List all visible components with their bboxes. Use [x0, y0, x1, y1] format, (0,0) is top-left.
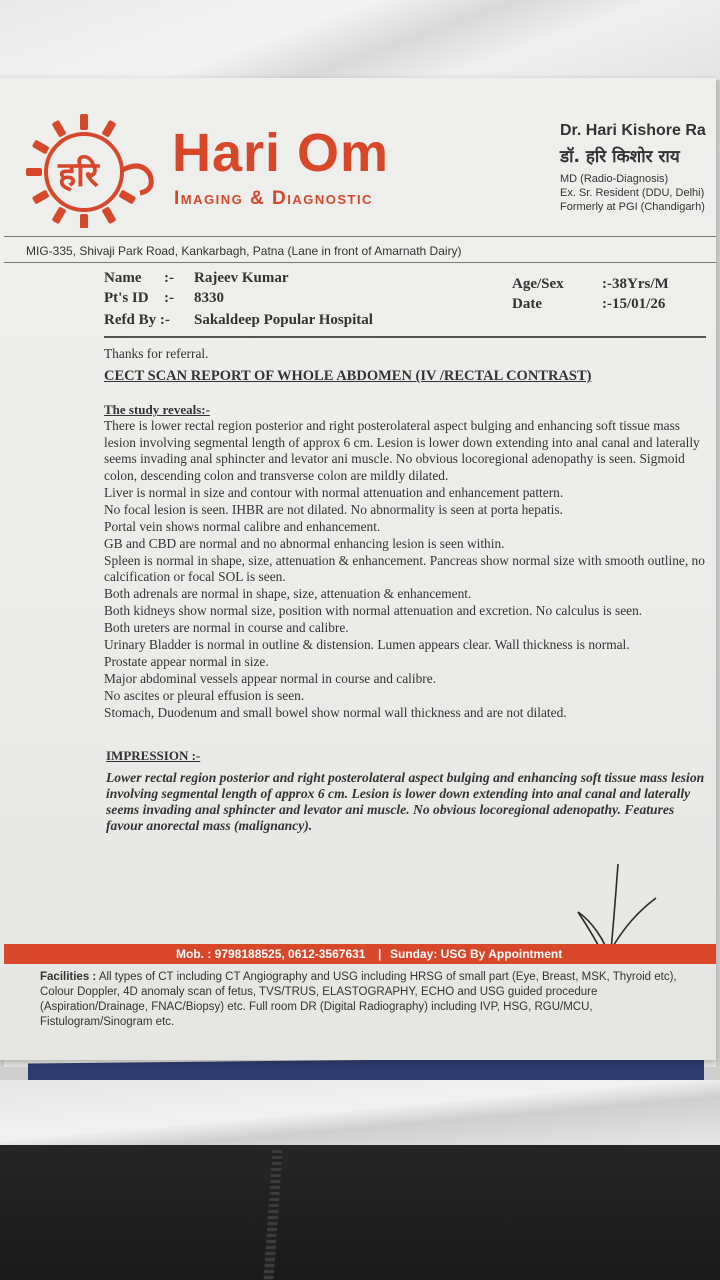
footer-separator: |: [378, 947, 382, 961]
clinic-address: MIG-335, Shivaji Park Road, Kankarbagh, Patna (Lane in front of Amarnath Dairy): [26, 244, 462, 258]
header-rule: [4, 236, 716, 237]
footer-mobile: Mob. : 9798188525, 0612-3567631: [176, 947, 366, 961]
id-separator: :-: [164, 290, 174, 306]
id-label: Pt's ID: [104, 290, 149, 306]
finding-item: Spleen is normal in shape, size, attenuation & enhancement. Pancreas show normal size with smooth outline, no calcification or focal SOL is seen.: [104, 552, 705, 584]
logo-text: हरि: [58, 155, 99, 195]
doctor-block: [560, 122, 720, 213]
thanks-text: Thanks for referral.: [104, 346, 209, 361]
impression-text: Lower rectal region posterior and right posterolateral aspect bulging and enhancing soft tissue mass lesion involving segmental length of approx 6 cm. Lesion is lower down extending into anal canal and laterally seems invading anal sphincter and levator ani muscle. No obvious locoregional adenopathy. Features favour anorectal mass (malignancy).: [106, 770, 705, 833]
hari-om-logo: [22, 110, 162, 228]
finding-item: Liver is normal in size and contour with normal attenuation and enhancement pattern.: [104, 484, 564, 500]
report-date: :-15/01/26: [602, 296, 666, 312]
doctor-formerly: Formerly at PGI (Chandigarh): [560, 201, 705, 213]
agesex-label: Age/Sex: [512, 276, 564, 292]
name-separator: :-: [164, 270, 174, 286]
findings-list: [104, 418, 708, 722]
study-heading: The study reveals:-: [104, 402, 210, 417]
finding-item: Prostate appear normal in size.: [104, 654, 269, 669]
marble-surface-top: [0, 0, 720, 80]
age-sex-row: [512, 276, 669, 293]
finding-item: No focal lesion is seen. IHBR are not dilated. No abnormality is seen at porta hepatis.: [104, 501, 563, 517]
finding-item: No ascites or pleural effusion is seen.: [104, 688, 305, 703]
patient-name: Rajeev Kumar: [194, 270, 289, 286]
finding-item: Urinary Bladder is normal in outline & distension. Lumen appears clear. Wall thickness is normal.: [104, 637, 630, 652]
facilities-text: [40, 970, 700, 1030]
report-title: CECT SCAN REPORT OF WHOLE ABDOMEN (IV /RECTAL CONTRAST): [104, 368, 592, 384]
age-sex: :-38Yrs/M: [602, 276, 669, 292]
patient-id-row: [104, 290, 224, 307]
finding-item: There is lower rectal region posterior and right posterolateral aspect bulging and enhancing soft tissue mass lesion involving segmental length of approx 6 cm. Lesion is lower down extending into anal canal and laterally seems invading anal sphincter and levator ani muscle. No obvious locoregional adenopathy is seen. Sigmoid colon, descending colon and transverse colon are mildly dilated.: [104, 418, 700, 483]
finding-item: Major abdominal vessels appear normal in course and calibre.: [104, 671, 437, 686]
dark-fabric: [0, 1145, 720, 1280]
brand-subtitle: Imaging & Diagnostic: [174, 188, 373, 209]
refd-label: Refd By :-: [104, 312, 170, 328]
doctor-name: Dr. Hari Kishore Ra: [560, 122, 706, 139]
date-label: Date: [512, 296, 542, 312]
facilities-list: All types of CT including CT Angiography and USG including HRSG of small part (Eye, Breast, MSK, Thyroid etc), Colour Doppler, 4D anomaly scan of fetus, TVS/TRUS, ELASTOGRAPHY, ECHO and USG guided procedure (Aspiration/Drainage, FNAC/Biopsy) etc. Full room DR (Digital Radiography) including IVP, HSG, RGU/MCU, Fistulogram/Sinogram etc.: [40, 971, 677, 1028]
marble-surface-bottom: [0, 1080, 720, 1150]
impression-heading: IMPRESSION :-: [106, 748, 201, 763]
facilities-label: Facilities :: [40, 971, 97, 983]
patient-id: 8330: [194, 290, 224, 306]
finding-item: Both adrenals are normal in shape, size, attenuation & enhancement.: [104, 586, 472, 601]
referred-by: Sakaldeep Popular Hospital: [194, 312, 373, 328]
referred-by-row: [104, 312, 373, 329]
name-label: Name: [104, 270, 142, 286]
date-row: [512, 296, 665, 313]
address-rule: [4, 262, 716, 263]
patient-name-row: [104, 270, 289, 287]
finding-item: Stomach, Duodenum and small bowel show normal wall thickness and are not dilated.: [104, 705, 567, 720]
doctor-name-hindi: डॉ. हरि किशोर राय: [560, 147, 680, 167]
footer-contact-bar: [4, 944, 716, 964]
brand-name: Hari Om: [172, 123, 390, 183]
patient-rule: [104, 336, 706, 338]
finding-item: Both kidneys show normal size, position with normal attenuation and excretion. No calculus is seen.: [104, 603, 643, 618]
finding-item: Portal vein shows normal calibre and enhancement.: [104, 518, 381, 534]
finding-item: GB and CBD are normal and no abnormal enhancing lesion is seen within.: [104, 535, 505, 551]
doctor-experience: Ex. Sr. Resident (DDU, Delhi): [560, 187, 705, 199]
finding-item: Both ureters are normal in course and calibre.: [104, 620, 349, 635]
footer-sunday: Sunday: USG By Appointment: [390, 947, 563, 961]
doctor-qualification: MD (Radio-Diagnosis): [560, 173, 669, 185]
